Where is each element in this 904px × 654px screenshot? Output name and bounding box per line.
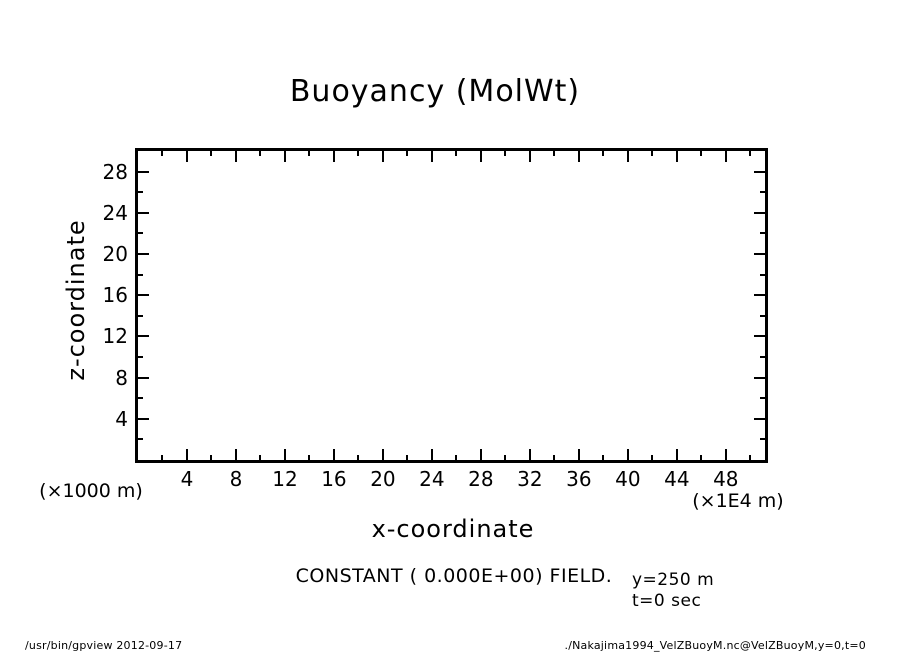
- x-tick-label: 36: [566, 467, 592, 491]
- axis-tick: [210, 455, 212, 460]
- axis-tick: [760, 397, 765, 399]
- slice-y-label: y=250 m: [632, 570, 715, 590]
- axis-tick: [627, 449, 629, 460]
- axis-tick: [138, 274, 143, 276]
- axis-tick: [357, 151, 359, 156]
- y-tick-label: 12: [102, 324, 128, 349]
- axis-tick: [431, 151, 433, 162]
- axis-tick: [553, 455, 555, 460]
- axis-tick: [480, 151, 482, 162]
- axis-tick: [700, 151, 702, 156]
- axis-tick: [754, 418, 765, 420]
- y-tick-label: 8: [115, 365, 128, 390]
- axis-tick: [138, 356, 143, 358]
- x-tick-label: 28: [468, 467, 494, 491]
- axis-tick: [138, 397, 143, 399]
- axis-tick: [754, 377, 765, 379]
- axis-tick: [259, 151, 261, 156]
- axis-tick: [651, 455, 653, 460]
- axis-tick: [431, 449, 433, 460]
- axis-tick: [676, 449, 678, 460]
- axis-tick: [138, 315, 143, 317]
- axis-tick: [235, 151, 237, 162]
- constant-field-note: CONSTANT ( 0.000E+00) FIELD.: [295, 565, 613, 587]
- y-tick-label: 16: [102, 283, 128, 308]
- axis-tick: [382, 151, 384, 162]
- x-tick-label: 20: [370, 467, 396, 491]
- axis-tick: [725, 151, 727, 162]
- axis-tick: [480, 449, 482, 460]
- axis-tick: [553, 151, 555, 156]
- axis-tick: [754, 171, 765, 173]
- axis-tick: [138, 191, 143, 193]
- axis-tick: [406, 455, 408, 460]
- y-axis-unit-label: (×1000 m): [39, 480, 143, 502]
- axis-tick: [138, 232, 143, 234]
- axis-tick: [529, 151, 531, 162]
- axis-tick: [578, 449, 580, 460]
- axis-tick: [578, 151, 580, 162]
- axis-tick: [725, 449, 727, 460]
- y-tick-label: 28: [102, 159, 128, 184]
- x-tick-label: 24: [419, 467, 445, 491]
- axis-tick: [406, 151, 408, 156]
- axis-tick: [455, 455, 457, 460]
- y-axis-label: z-coordinate: [62, 219, 90, 381]
- axis-tick: [138, 438, 143, 440]
- plot-frame: [135, 148, 768, 463]
- axis-tick: [235, 449, 237, 460]
- axis-tick: [754, 253, 765, 255]
- x-tick-label: 8: [229, 467, 243, 491]
- axis-tick: [308, 455, 310, 460]
- x-axis-label: x-coordinate: [371, 515, 535, 543]
- y-tick-label: 24: [102, 200, 128, 225]
- x-tick-label: 12: [272, 467, 298, 491]
- axis-tick: [602, 455, 604, 460]
- axis-tick: [760, 356, 765, 358]
- axis-tick: [138, 418, 149, 420]
- x-tick-label: 44: [664, 467, 690, 491]
- axis-tick: [627, 151, 629, 162]
- axis-tick: [138, 253, 149, 255]
- x-tick-label: 48: [713, 467, 739, 491]
- axis-tick: [749, 151, 751, 156]
- axis-tick: [284, 151, 286, 162]
- axis-tick: [210, 151, 212, 156]
- axis-tick: [138, 212, 149, 214]
- axis-tick: [760, 274, 765, 276]
- y-tick-label: 20: [102, 242, 128, 266]
- axis-tick: [308, 151, 310, 156]
- x-tick-label: 16: [321, 467, 347, 491]
- axis-tick: [760, 438, 765, 440]
- axis-tick: [749, 455, 751, 460]
- footer-command: /usr/bin/gpview 2012-09-17: [25, 639, 183, 652]
- axis-tick: [602, 151, 604, 156]
- x-axis-unit-label: (×1E4 m): [692, 490, 784, 512]
- axis-tick: [504, 455, 506, 460]
- axis-tick: [284, 449, 286, 460]
- axis-tick: [760, 191, 765, 193]
- axis-tick: [333, 449, 335, 460]
- axis-tick: [754, 294, 765, 296]
- axis-tick: [676, 151, 678, 162]
- axis-tick: [504, 151, 506, 156]
- axis-tick: [186, 151, 188, 162]
- axis-tick: [138, 294, 149, 296]
- x-tick-label: 4: [180, 467, 194, 491]
- x-tick-label: 40: [615, 467, 641, 491]
- slice-t-label: t=0 sec: [632, 591, 702, 611]
- axis-tick: [529, 449, 531, 460]
- axis-tick: [186, 449, 188, 460]
- axis-tick: [161, 455, 163, 460]
- axis-tick: [754, 212, 765, 214]
- axis-tick: [760, 315, 765, 317]
- axis-tick: [455, 151, 457, 156]
- axis-tick: [700, 455, 702, 460]
- axis-tick: [651, 151, 653, 156]
- footer-file: ./Nakajima1994_VelZBuoyM.nc@VelZBuoyM,y=0,t=0: [564, 639, 866, 652]
- plot-title: Buoyancy (MolWt): [289, 74, 581, 109]
- axis-tick: [138, 335, 149, 337]
- axis-tick: [259, 455, 261, 460]
- axis-tick: [382, 449, 384, 460]
- axis-tick: [161, 151, 163, 156]
- axis-tick: [357, 455, 359, 460]
- y-tick-label: 4: [115, 406, 128, 431]
- axis-tick: [760, 232, 765, 234]
- x-tick-label: 32: [517, 467, 543, 491]
- axis-tick: [138, 377, 149, 379]
- axis-tick: [754, 335, 765, 337]
- axis-tick: [333, 151, 335, 162]
- axis-tick: [138, 171, 149, 173]
